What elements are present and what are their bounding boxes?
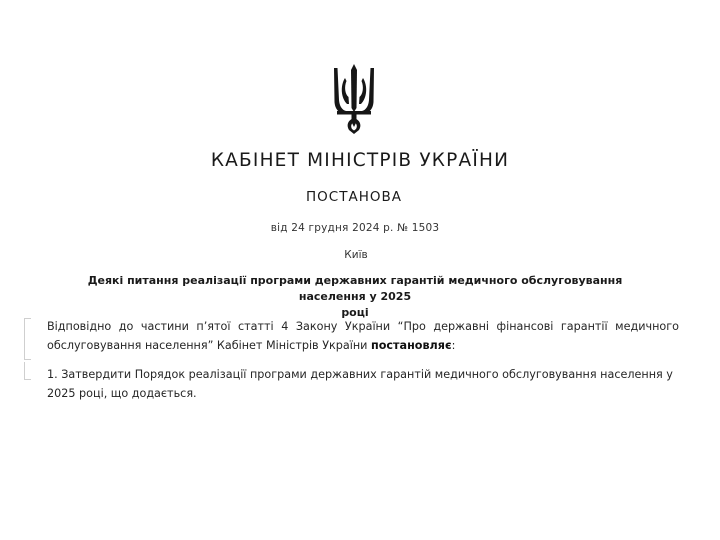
paragraph-2-marker[interactable] bbox=[24, 362, 32, 380]
paragraph-2: 1. Затвердити Порядок реалізації програми державних гарантій медичного обслуговування населення у 2025 році, що додається. bbox=[47, 368, 673, 400]
paragraph-1-marker[interactable] bbox=[24, 318, 32, 360]
document-heading bbox=[80, 273, 630, 321]
document-type: ПОСТАНОВА bbox=[306, 189, 402, 205]
document-heading-line1: Деякі питання реалізації програми державних гарантій медичного обслуговування населення у 2025 bbox=[87, 274, 623, 303]
document-city: Київ bbox=[344, 249, 368, 261]
paragraph-1-bold: постановляє bbox=[370, 339, 452, 352]
paragraph-1 bbox=[47, 317, 679, 355]
trident-coat-of-arms-icon bbox=[331, 64, 377, 134]
document-date-number: від 24 грудня 2024 р. № 1503 bbox=[270, 222, 440, 234]
paragraph-1-end: : bbox=[451, 339, 456, 352]
organization-title: КАБІНЕТ МІНІСТРІВ УКРАЇНИ bbox=[210, 150, 510, 171]
paragraph-1-text: Відповідно до частини п’ятої статті 4 Закону України “Про державні фінансові гарантії медичного обслуговування населення” Кабінет Міністрів України bbox=[47, 320, 679, 352]
document-heading-line2: році bbox=[341, 306, 369, 319]
